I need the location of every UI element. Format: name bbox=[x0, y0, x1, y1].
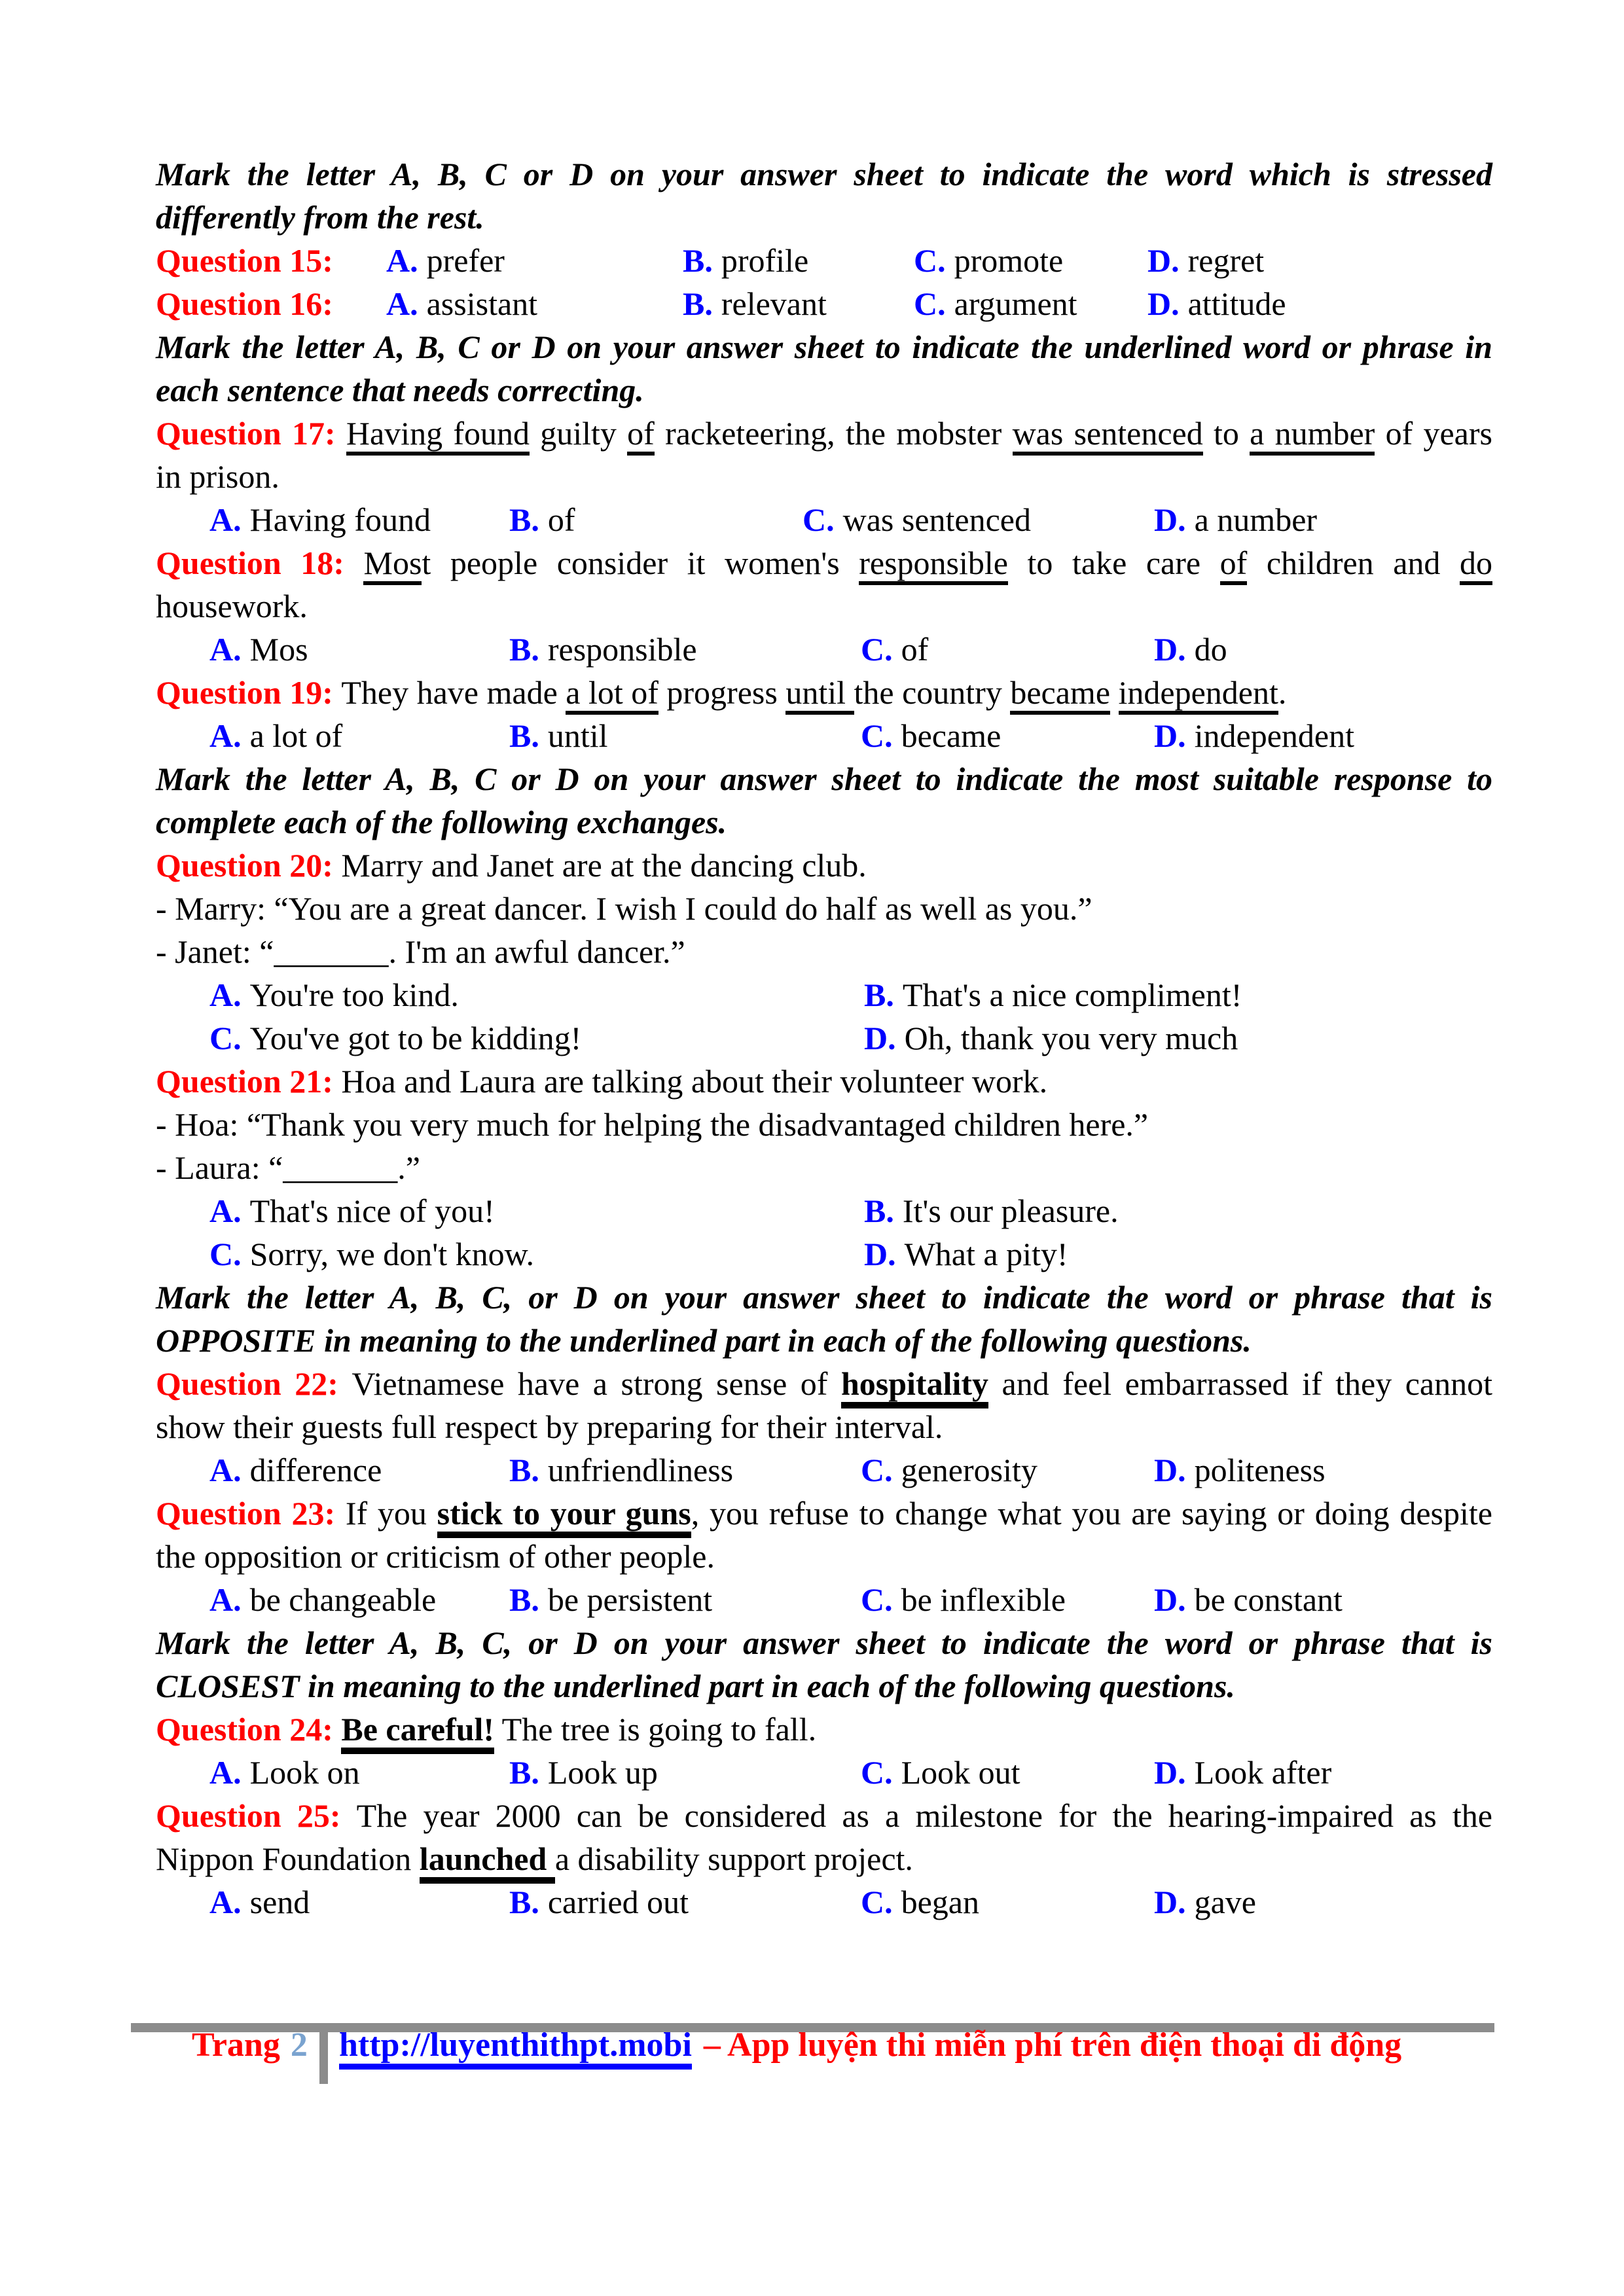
option-letter: A. bbox=[209, 631, 242, 668]
option-text: unfriendliness bbox=[547, 1452, 734, 1488]
question-19-text bbox=[156, 671, 1492, 714]
option-letter: D. bbox=[1154, 1884, 1186, 1920]
sentence-text: Vietnamese have a strong sense of bbox=[352, 1365, 841, 1402]
question-21-option-b bbox=[864, 1189, 1119, 1232]
question-17-option-d bbox=[1154, 498, 1317, 541]
exam-body bbox=[156, 152, 1492, 1924]
option-letter: B. bbox=[509, 1581, 539, 1618]
option-text: a lot of bbox=[249, 717, 343, 754]
sentence-text: Hoa and Laura are talking about their volunteer work. bbox=[341, 1063, 1048, 1100]
question-18-option-d bbox=[1154, 628, 1227, 671]
question-21-options-ab bbox=[156, 1189, 1492, 1232]
underlined-word: became bbox=[1010, 674, 1110, 715]
question-20-dialogue-1: - Marry: “You are a great dancer. I wish I could do half as well as you.” bbox=[156, 890, 1092, 927]
option-letter: B. bbox=[509, 1452, 539, 1488]
underlined-word: stick to your guns bbox=[437, 1495, 691, 1538]
question-17-label: Question 17: bbox=[156, 415, 346, 452]
question-24-label: Question 24: bbox=[156, 1711, 342, 1748]
question-17-option-a bbox=[209, 498, 431, 541]
option-text: generosity bbox=[901, 1452, 1038, 1488]
instruction-4-line-2: OPPOSITE in meaning to the underlined part in each of the following questions. bbox=[156, 1322, 1252, 1359]
option-text: It's our pleasure. bbox=[902, 1193, 1119, 1229]
question-15-option-d bbox=[1147, 239, 1264, 282]
option-text: be changeable bbox=[249, 1581, 437, 1618]
instruction-2-line-2: each sentence that needs correcting. bbox=[156, 372, 644, 408]
option-letter: A. bbox=[209, 1452, 242, 1488]
option-text: gave bbox=[1194, 1884, 1256, 1920]
sentence-text: They have made bbox=[341, 674, 566, 711]
question-24-option-c bbox=[861, 1751, 1020, 1794]
option-text: prefer bbox=[426, 242, 505, 279]
option-text: of bbox=[547, 501, 575, 538]
question-24-option-a bbox=[209, 1751, 360, 1794]
option-letter: A. bbox=[386, 285, 418, 322]
question-20-option-d bbox=[864, 1016, 1238, 1060]
question-15-option-c bbox=[914, 239, 1063, 282]
option-letter: B. bbox=[683, 285, 713, 322]
option-text: of bbox=[901, 631, 929, 668]
option-text: argument bbox=[954, 285, 1077, 322]
option-text: Mos bbox=[249, 631, 308, 668]
option-letter: D. bbox=[1147, 242, 1180, 279]
question-17-option-c bbox=[803, 498, 1031, 541]
question-22-options bbox=[156, 1448, 1492, 1492]
option-text: do bbox=[1194, 631, 1227, 668]
question-17-text-line-1 bbox=[156, 412, 1492, 455]
question-22-option-a bbox=[209, 1448, 382, 1492]
question-16-row bbox=[156, 282, 1492, 325]
sentence-text: to bbox=[1202, 415, 1250, 452]
question-22-option-d bbox=[1154, 1448, 1326, 1492]
sentence-text: The year 2000 can be considered as a milestone for the hearing-impaired as the bbox=[356, 1797, 1492, 1834]
question-24-option-b bbox=[509, 1751, 658, 1794]
option-letter: C. bbox=[209, 1020, 242, 1056]
option-text: be constant bbox=[1194, 1581, 1343, 1618]
question-16-option-d bbox=[1147, 282, 1286, 325]
option-text: a number bbox=[1194, 501, 1318, 538]
underlined-word: was sentenced bbox=[1013, 415, 1203, 456]
question-15-label: Question 15: bbox=[156, 242, 333, 279]
option-text: promote bbox=[954, 242, 1064, 279]
sentence-text: of years bbox=[1375, 415, 1492, 452]
option-text: responsible bbox=[547, 631, 697, 668]
question-15-row bbox=[156, 239, 1492, 282]
question-21-dialogue-1: - Hoa: “Thank you very much for helping the disadvantaged children here.” bbox=[156, 1106, 1149, 1143]
option-text: Look on bbox=[249, 1754, 360, 1791]
question-23-label: Question 23: bbox=[156, 1495, 346, 1532]
question-16-option-b bbox=[683, 282, 827, 325]
option-text: What a pity! bbox=[904, 1236, 1068, 1272]
question-25-option-d bbox=[1154, 1880, 1256, 1924]
question-22-text-line-1 bbox=[156, 1362, 1492, 1405]
question-25-options bbox=[156, 1880, 1492, 1924]
option-text: be persistent bbox=[547, 1581, 713, 1618]
option-letter: C. bbox=[861, 1754, 893, 1791]
question-16-option-c bbox=[914, 282, 1077, 325]
underlined-word: until bbox=[785, 674, 854, 715]
question-25-text-line-1 bbox=[156, 1794, 1492, 1837]
option-text: You've got to be kidding! bbox=[249, 1020, 582, 1056]
question-21-dialogue-2: - Laura: “_______.” bbox=[156, 1149, 421, 1186]
question-24-text bbox=[156, 1708, 1492, 1751]
question-18-text-line-2: housework. bbox=[156, 588, 308, 624]
option-text: Look up bbox=[547, 1754, 658, 1791]
option-text: became bbox=[901, 717, 1001, 754]
option-letter: B. bbox=[864, 1193, 894, 1229]
option-letter: B. bbox=[509, 717, 539, 754]
question-19-option-d bbox=[1154, 714, 1354, 757]
option-letter: A. bbox=[209, 501, 242, 538]
option-letter: C. bbox=[861, 631, 893, 668]
question-21-options-cd bbox=[156, 1232, 1492, 1276]
question-15-option-a bbox=[386, 239, 505, 282]
option-letter: B. bbox=[509, 1884, 539, 1920]
underlined-word: of bbox=[627, 415, 655, 456]
sentence-text: racketeering, the mobster bbox=[654, 415, 1013, 452]
option-letter: A. bbox=[209, 1193, 242, 1229]
option-letter: C. bbox=[861, 1452, 893, 1488]
underlined-word: Mos bbox=[363, 545, 422, 585]
question-17-options bbox=[156, 498, 1492, 541]
option-letter: C. bbox=[914, 242, 946, 279]
underlined-word: a lot of bbox=[566, 674, 659, 715]
question-18-option-c bbox=[861, 628, 928, 671]
option-text: That's a nice compliment! bbox=[902, 977, 1242, 1013]
option-text: attitude bbox=[1187, 285, 1286, 322]
option-text: politeness bbox=[1194, 1452, 1326, 1488]
option-letter: A. bbox=[209, 977, 242, 1013]
question-15-option-b bbox=[683, 239, 808, 282]
question-18-option-b bbox=[509, 628, 697, 671]
option-letter: D. bbox=[1147, 285, 1180, 322]
option-text: Look out bbox=[901, 1754, 1020, 1791]
underlined-word: independent bbox=[1119, 674, 1278, 715]
sentence-text: Nippon Foundation bbox=[156, 1840, 420, 1877]
option-text: carried out bbox=[547, 1884, 689, 1920]
underlined-word: Having found bbox=[346, 415, 530, 456]
question-19-option-b bbox=[509, 714, 608, 757]
question-23-option-c bbox=[861, 1578, 1066, 1621]
option-text: be inflexible bbox=[901, 1581, 1066, 1618]
option-letter: D. bbox=[1154, 1581, 1186, 1618]
option-text: until bbox=[547, 717, 608, 754]
question-20-label: Question 20: bbox=[156, 847, 342, 884]
sentence-text: guilty bbox=[529, 415, 628, 452]
underlined-word: of bbox=[1220, 545, 1248, 585]
option-text: You're too kind. bbox=[249, 977, 459, 1013]
footer-link[interactable]: http://luyenthithpt.mobi bbox=[339, 2026, 692, 2070]
question-24-option-d bbox=[1154, 1751, 1331, 1794]
question-19-label: Question 19: bbox=[156, 674, 342, 711]
question-21-option-c bbox=[209, 1232, 534, 1276]
option-letter: B. bbox=[509, 631, 539, 668]
question-17-option-b bbox=[509, 498, 575, 541]
sentence-text: If you bbox=[345, 1495, 437, 1532]
question-19-options bbox=[156, 714, 1492, 757]
question-22-option-c bbox=[861, 1448, 1038, 1492]
question-21-label: Question 21: bbox=[156, 1063, 342, 1100]
question-25-option-a bbox=[209, 1880, 310, 1924]
underlined-word: launched bbox=[420, 1840, 555, 1884]
sentence-text bbox=[1110, 674, 1119, 711]
option-text: difference bbox=[249, 1452, 382, 1488]
question-18-options bbox=[156, 628, 1492, 671]
option-letter: A. bbox=[209, 1884, 242, 1920]
question-20-dialogue-2: - Janet: “_______. I'm an awful dancer.” bbox=[156, 933, 685, 970]
question-23-option-a bbox=[209, 1578, 436, 1621]
question-18-label: Question 18: bbox=[156, 545, 364, 581]
question-20-option-c bbox=[209, 1016, 581, 1060]
question-20-option-a bbox=[209, 973, 459, 1016]
option-letter: D. bbox=[1154, 1452, 1186, 1488]
option-text: was sentenced bbox=[842, 501, 1031, 538]
option-text: Look after bbox=[1194, 1754, 1332, 1791]
option-letter: A. bbox=[209, 717, 242, 754]
instruction-1-line-1: Mark the letter A, B, C or D on your answer sheet to indicate the word which is stressed bbox=[156, 156, 1492, 192]
sentence-text: to take care bbox=[1007, 545, 1220, 581]
underlined-word: Be careful! bbox=[341, 1711, 494, 1754]
question-23-option-d bbox=[1154, 1578, 1343, 1621]
instruction-2-line-1: Mark the letter A, B, C or D on your answer sheet to indicate the underlined word or phrase in bbox=[156, 329, 1492, 365]
option-letter: C. bbox=[861, 717, 893, 754]
question-24-options bbox=[156, 1751, 1492, 1794]
question-23-text-line-2: the opposition or criticism of other people. bbox=[156, 1538, 715, 1575]
question-18-option-a bbox=[209, 628, 308, 671]
footer-page-number bbox=[192, 2024, 308, 2067]
footer-info bbox=[339, 2024, 1401, 2067]
underlined-word: do bbox=[1460, 545, 1492, 585]
option-letter: D. bbox=[1154, 1754, 1186, 1791]
question-20-options-cd bbox=[156, 1016, 1492, 1060]
option-letter: D. bbox=[864, 1020, 896, 1056]
question-19-option-a bbox=[209, 714, 342, 757]
option-letter: C. bbox=[861, 1884, 893, 1920]
option-letter: A. bbox=[209, 1581, 242, 1618]
option-letter: B. bbox=[864, 977, 894, 1013]
option-text: began bbox=[901, 1884, 979, 1920]
question-25-text-line-2 bbox=[156, 1837, 1492, 1880]
instruction-3-line-2: complete each of the following exchanges. bbox=[156, 804, 727, 840]
underlined-word: hospitality bbox=[841, 1365, 988, 1408]
sentence-text: and feel embarrassed if they cannot bbox=[988, 1365, 1492, 1402]
option-letter: C. bbox=[914, 285, 946, 322]
instruction-1-line-2: differently from the rest. bbox=[156, 199, 484, 236]
question-23-options bbox=[156, 1578, 1492, 1621]
option-text: Sorry, we don't know. bbox=[249, 1236, 535, 1272]
option-letter: D. bbox=[1154, 501, 1186, 538]
instruction-4-line-1: Mark the letter A, B, C, or D on your answer sheet to indicate the word or phrase that is bbox=[156, 1279, 1492, 1316]
instruction-5-line-2: CLOSEST in meaning to the underlined part in each of the following questions. bbox=[156, 1668, 1235, 1704]
instruction-3-line-1: Mark the letter A, B, C or D on your answer sheet to indicate the most suitable response to bbox=[156, 761, 1492, 797]
option-letter: D. bbox=[1154, 717, 1186, 754]
question-25-option-c bbox=[861, 1880, 979, 1924]
option-text: independent bbox=[1194, 717, 1354, 754]
sentence-text: a disability support project. bbox=[554, 1840, 913, 1877]
question-21-text bbox=[156, 1060, 1492, 1103]
footer-divider bbox=[319, 2023, 328, 2084]
option-letter: A. bbox=[209, 1754, 242, 1791]
sentence-text: Marry and Janet are at the dancing club. bbox=[341, 847, 867, 884]
question-20-options-ab bbox=[156, 973, 1492, 1016]
option-text: relevant bbox=[721, 285, 827, 322]
question-16-label: Question 16: bbox=[156, 285, 333, 322]
question-25-option-b bbox=[509, 1880, 689, 1924]
option-text: Oh, thank you very much bbox=[904, 1020, 1238, 1056]
option-letter: C. bbox=[861, 1581, 893, 1618]
question-25-label: Question 25: bbox=[156, 1797, 357, 1834]
option-letter: D. bbox=[1154, 631, 1186, 668]
option-text: That's nice of you! bbox=[249, 1193, 495, 1229]
sentence-text: t people consider it women's bbox=[422, 545, 859, 581]
sentence-text: children and bbox=[1247, 545, 1460, 581]
question-23-text-line-1 bbox=[156, 1492, 1492, 1535]
question-16-option-a bbox=[386, 282, 537, 325]
option-letter: C. bbox=[209, 1236, 242, 1272]
option-letter: A. bbox=[386, 242, 418, 279]
question-18-text-line-1 bbox=[156, 541, 1492, 584]
option-letter: B. bbox=[683, 242, 713, 279]
option-letter: C. bbox=[803, 501, 835, 538]
question-22-label: Question 22: bbox=[156, 1365, 352, 1402]
instruction-5-line-1: Mark the letter A, B, C, or D on your answer sheet to indicate the word or phrase that is bbox=[156, 1624, 1492, 1661]
question-21-option-d bbox=[864, 1232, 1068, 1276]
option-letter: B. bbox=[509, 501, 539, 538]
page-number: 2 bbox=[290, 2026, 308, 2064]
question-23-option-b bbox=[509, 1578, 712, 1621]
question-22-option-b bbox=[509, 1448, 733, 1492]
question-17-text-line-2: in prison. bbox=[156, 458, 280, 495]
option-text: assistant bbox=[426, 285, 538, 322]
option-text: send bbox=[249, 1884, 310, 1920]
option-letter: B. bbox=[509, 1754, 539, 1791]
sentence-text: The tree is going to fall. bbox=[494, 1711, 817, 1748]
option-text: Having found bbox=[249, 501, 431, 538]
option-text: profile bbox=[721, 242, 809, 279]
footer-tagline: – App luyện thi miễn phí trên điện thoại di động bbox=[703, 2026, 1402, 2064]
question-21-option-a bbox=[209, 1189, 495, 1232]
sentence-text: the country bbox=[854, 674, 1011, 711]
question-22-text-line-2: show their guests full respect by preparing for their interval. bbox=[156, 1408, 943, 1445]
question-20-option-b bbox=[864, 973, 1242, 1016]
question-19-option-c bbox=[861, 714, 1001, 757]
sentence-text: , you refuse to change what you are saying or doing despite bbox=[691, 1495, 1492, 1532]
question-20-text bbox=[156, 844, 1492, 887]
page-label: Trang bbox=[192, 2026, 280, 2064]
sentence-text: progress bbox=[658, 674, 786, 711]
underlined-word: a number bbox=[1250, 415, 1375, 456]
option-letter: D. bbox=[864, 1236, 896, 1272]
underlined-word: responsible bbox=[859, 545, 1008, 585]
sentence-text: . bbox=[1278, 674, 1287, 711]
option-text: regret bbox=[1187, 242, 1265, 279]
